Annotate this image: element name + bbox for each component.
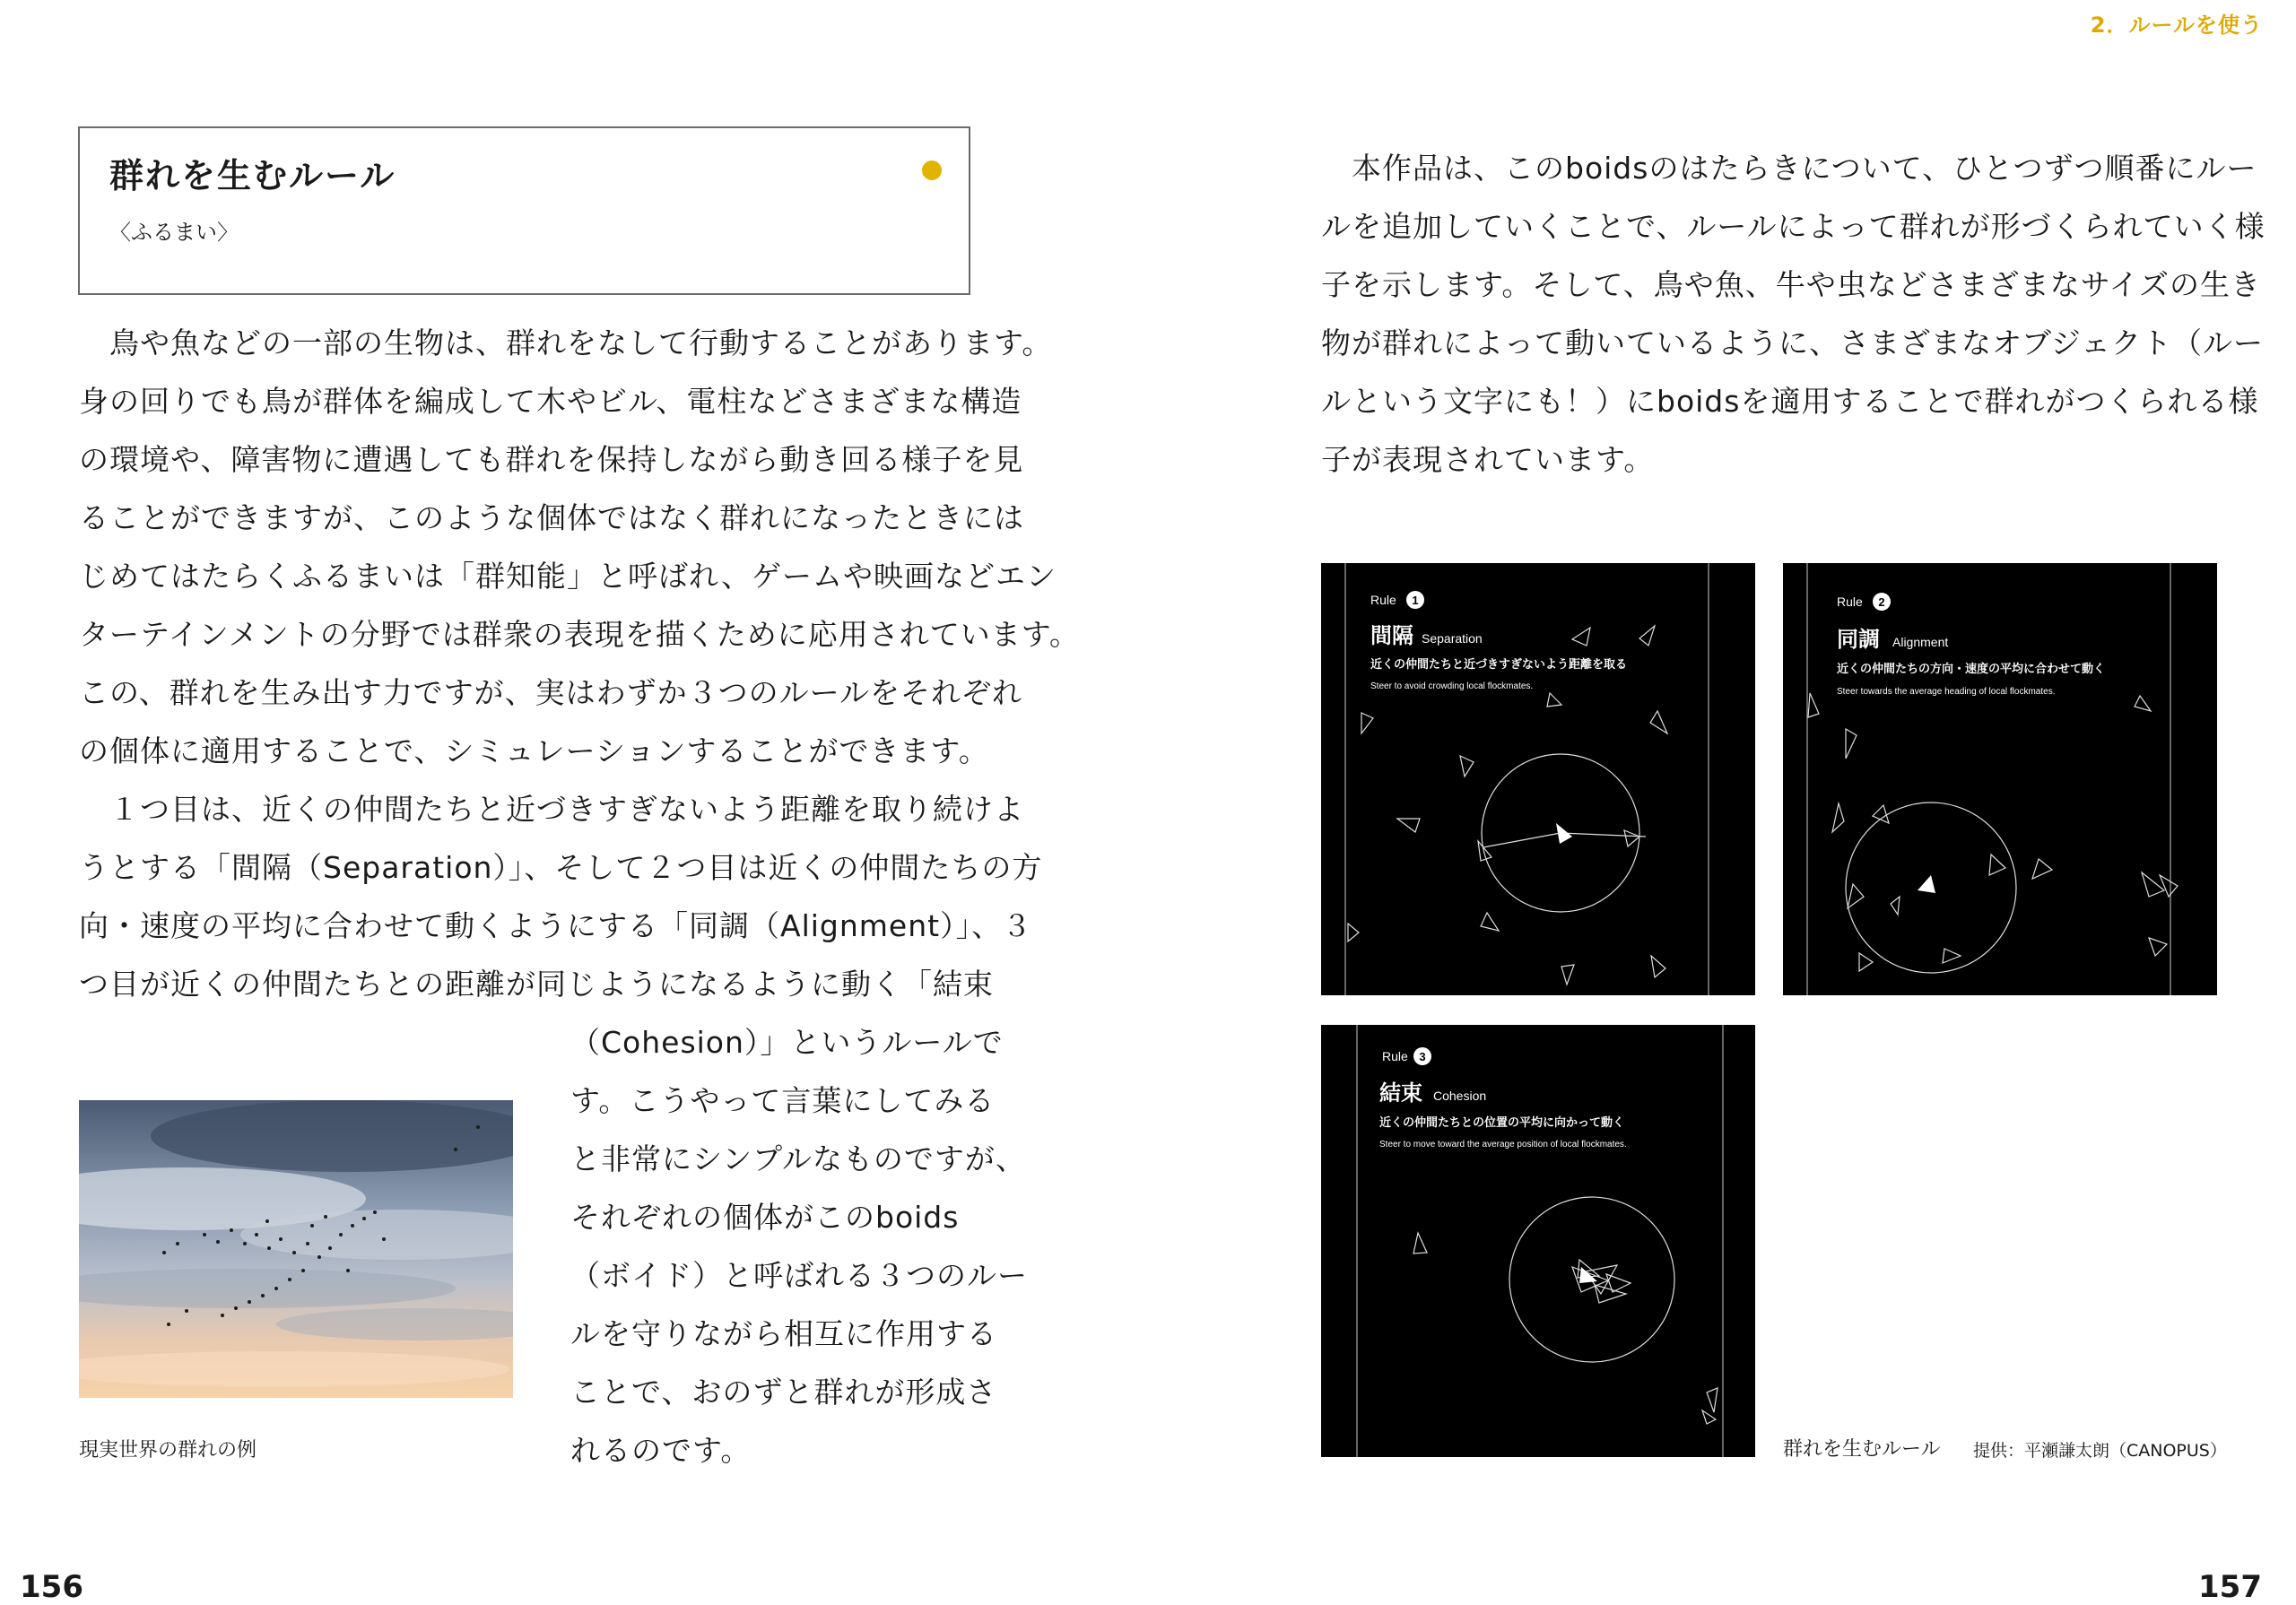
page-number-right: 157 [2198, 1569, 2262, 1605]
body-line-short: （Cohesion）」というルールで [570, 1025, 1004, 1060]
body-line: 物が群れによって動いているように、さまざまなオブジェクト（ルー [1321, 325, 2265, 360]
body-line: 身の回りでも鳥が群体を編成して木やビル、電柱などさまざまな構造 [79, 384, 1022, 419]
rule-title-en: Alignment [1892, 635, 1949, 649]
body-line: ルを追加していくことで、ルールによって群れが形づくられていく様 [1321, 209, 2266, 244]
rule-desc-en: Steer to avoid crowding local flockmates. [1370, 681, 1534, 691]
panel-caption-title: 群れを生むルール [1783, 1438, 1941, 1461]
body-line-short: と非常にシンプルなものですが、 [570, 1141, 1026, 1176]
rule-title-jp: 結束 [1379, 1080, 1422, 1106]
body-line: １つ目は、近くの仲間たちと近づきすぎないよう距離を取り続けよ [79, 792, 1024, 827]
body-line: じめてはたらくふるまいは「群知能」と呼ばれ、ゲームや映画などエン [79, 559, 1057, 594]
body-line: 子が表現されています。 [1321, 442, 1655, 477]
body-line: ルという文字にも！）にboidsを適用することで群れがつくられる様 [1321, 384, 2259, 419]
yellow-dot-icon [922, 160, 942, 180]
rule-title-jp: 同調 [1837, 627, 1880, 652]
body-line: ターテインメントの分野では群衆の表現を描くために応用されています。 [79, 617, 1081, 652]
chapter-header: 2．ルールを使う [2090, 13, 2263, 38]
section-title: 群れを生むルール [109, 156, 396, 195]
body-line-short: ことで、おのずと群れが形成さ [570, 1375, 997, 1410]
body-line: つ目が近くの仲間たちとの距離が同じようになるように動く「結束 [79, 967, 994, 1002]
body-line: うとする「間隔（Separation）」、そして２つ目は近くの仲間たちの方 [79, 850, 1043, 885]
rule-desc-en: Steer to move toward the average position of local flockmates. [1379, 1140, 1627, 1150]
rule-panel-alignment [1783, 563, 2217, 995]
photo-caption: 現実世界の群れの例 [79, 1439, 257, 1462]
body-line: 向・速度の平均に合わせて動くようにする「同調（Alignment）」、３ [79, 908, 1033, 943]
rule-title-en: Separation [1422, 631, 1483, 646]
rule-label: Rule [1837, 594, 1863, 609]
body-line: この、群れを生み出す力ですが、実はわずか３つのルールをそれぞれ [79, 675, 1023, 710]
body-line-short: れるのです。 [570, 1433, 752, 1468]
rule-title-en: Cohesion [1433, 1089, 1487, 1103]
section-heading-box [78, 126, 970, 295]
rule-desc-jp: 近くの仲間たちの方向・速度の平均に合わせて動く [1837, 663, 2106, 676]
rule-desc-en: Steer towards the average heading of local flockmates. [1837, 687, 2056, 697]
rule-number: 1 [1412, 594, 1419, 607]
rule-title-jp: 間隔 [1370, 623, 1413, 648]
flock-photo [79, 1100, 513, 1398]
rule-panel-separation [1321, 563, 1755, 995]
body-line-short: それぞれの個体がこのboids [570, 1200, 960, 1235]
body-line-short: （ボイド）と呼ばれる３つのルー [570, 1258, 1028, 1293]
section-subtitle: 〈ふるまい〉 [109, 220, 239, 245]
body-line: の個体に適用することで、シミュレーションすることができます。 [79, 733, 989, 768]
rule-number: 3 [1419, 1050, 1426, 1063]
body-line-short: ルを守りながら相互に作用する [570, 1316, 997, 1351]
panel-caption-credit: 提供：平瀬謙太朗（CANOPUS） [1973, 1441, 2227, 1461]
rule-desc-jp: 近くの仲間たちとの位置の平均に向かって動く [1379, 1116, 1625, 1130]
body-line: 子を示します。そして、鳥や魚、牛や虫などさまざまなサイズの生き [1321, 267, 2262, 302]
body-line: ることができますが、このような個体ではなく群れになったときには [79, 500, 1024, 535]
body-line: 鳥や魚などの一部の生物は、群れをなして行動することがあります。 [79, 325, 1053, 360]
rule-number: 2 [1878, 595, 1885, 609]
rule-panel-cohesion [1321, 1025, 1755, 1457]
rule-desc-jp: 近くの仲間たちと近づきすぎないよう距離を取る [1370, 658, 1628, 672]
page-number-left: 156 [20, 1569, 83, 1605]
rule-label: Rule [1382, 1049, 1408, 1063]
rule-label: Rule [1370, 593, 1396, 607]
body-line: の環境や、障害物に遭遇しても群れを保持しながら動き回る様子を見 [79, 442, 1024, 477]
body-line: 本作品は、このboidsのはたらきについて、ひとつずつ順番にルー [1321, 151, 2257, 186]
body-line-short: す。こうやって言葉にしてみる [570, 1083, 996, 1118]
